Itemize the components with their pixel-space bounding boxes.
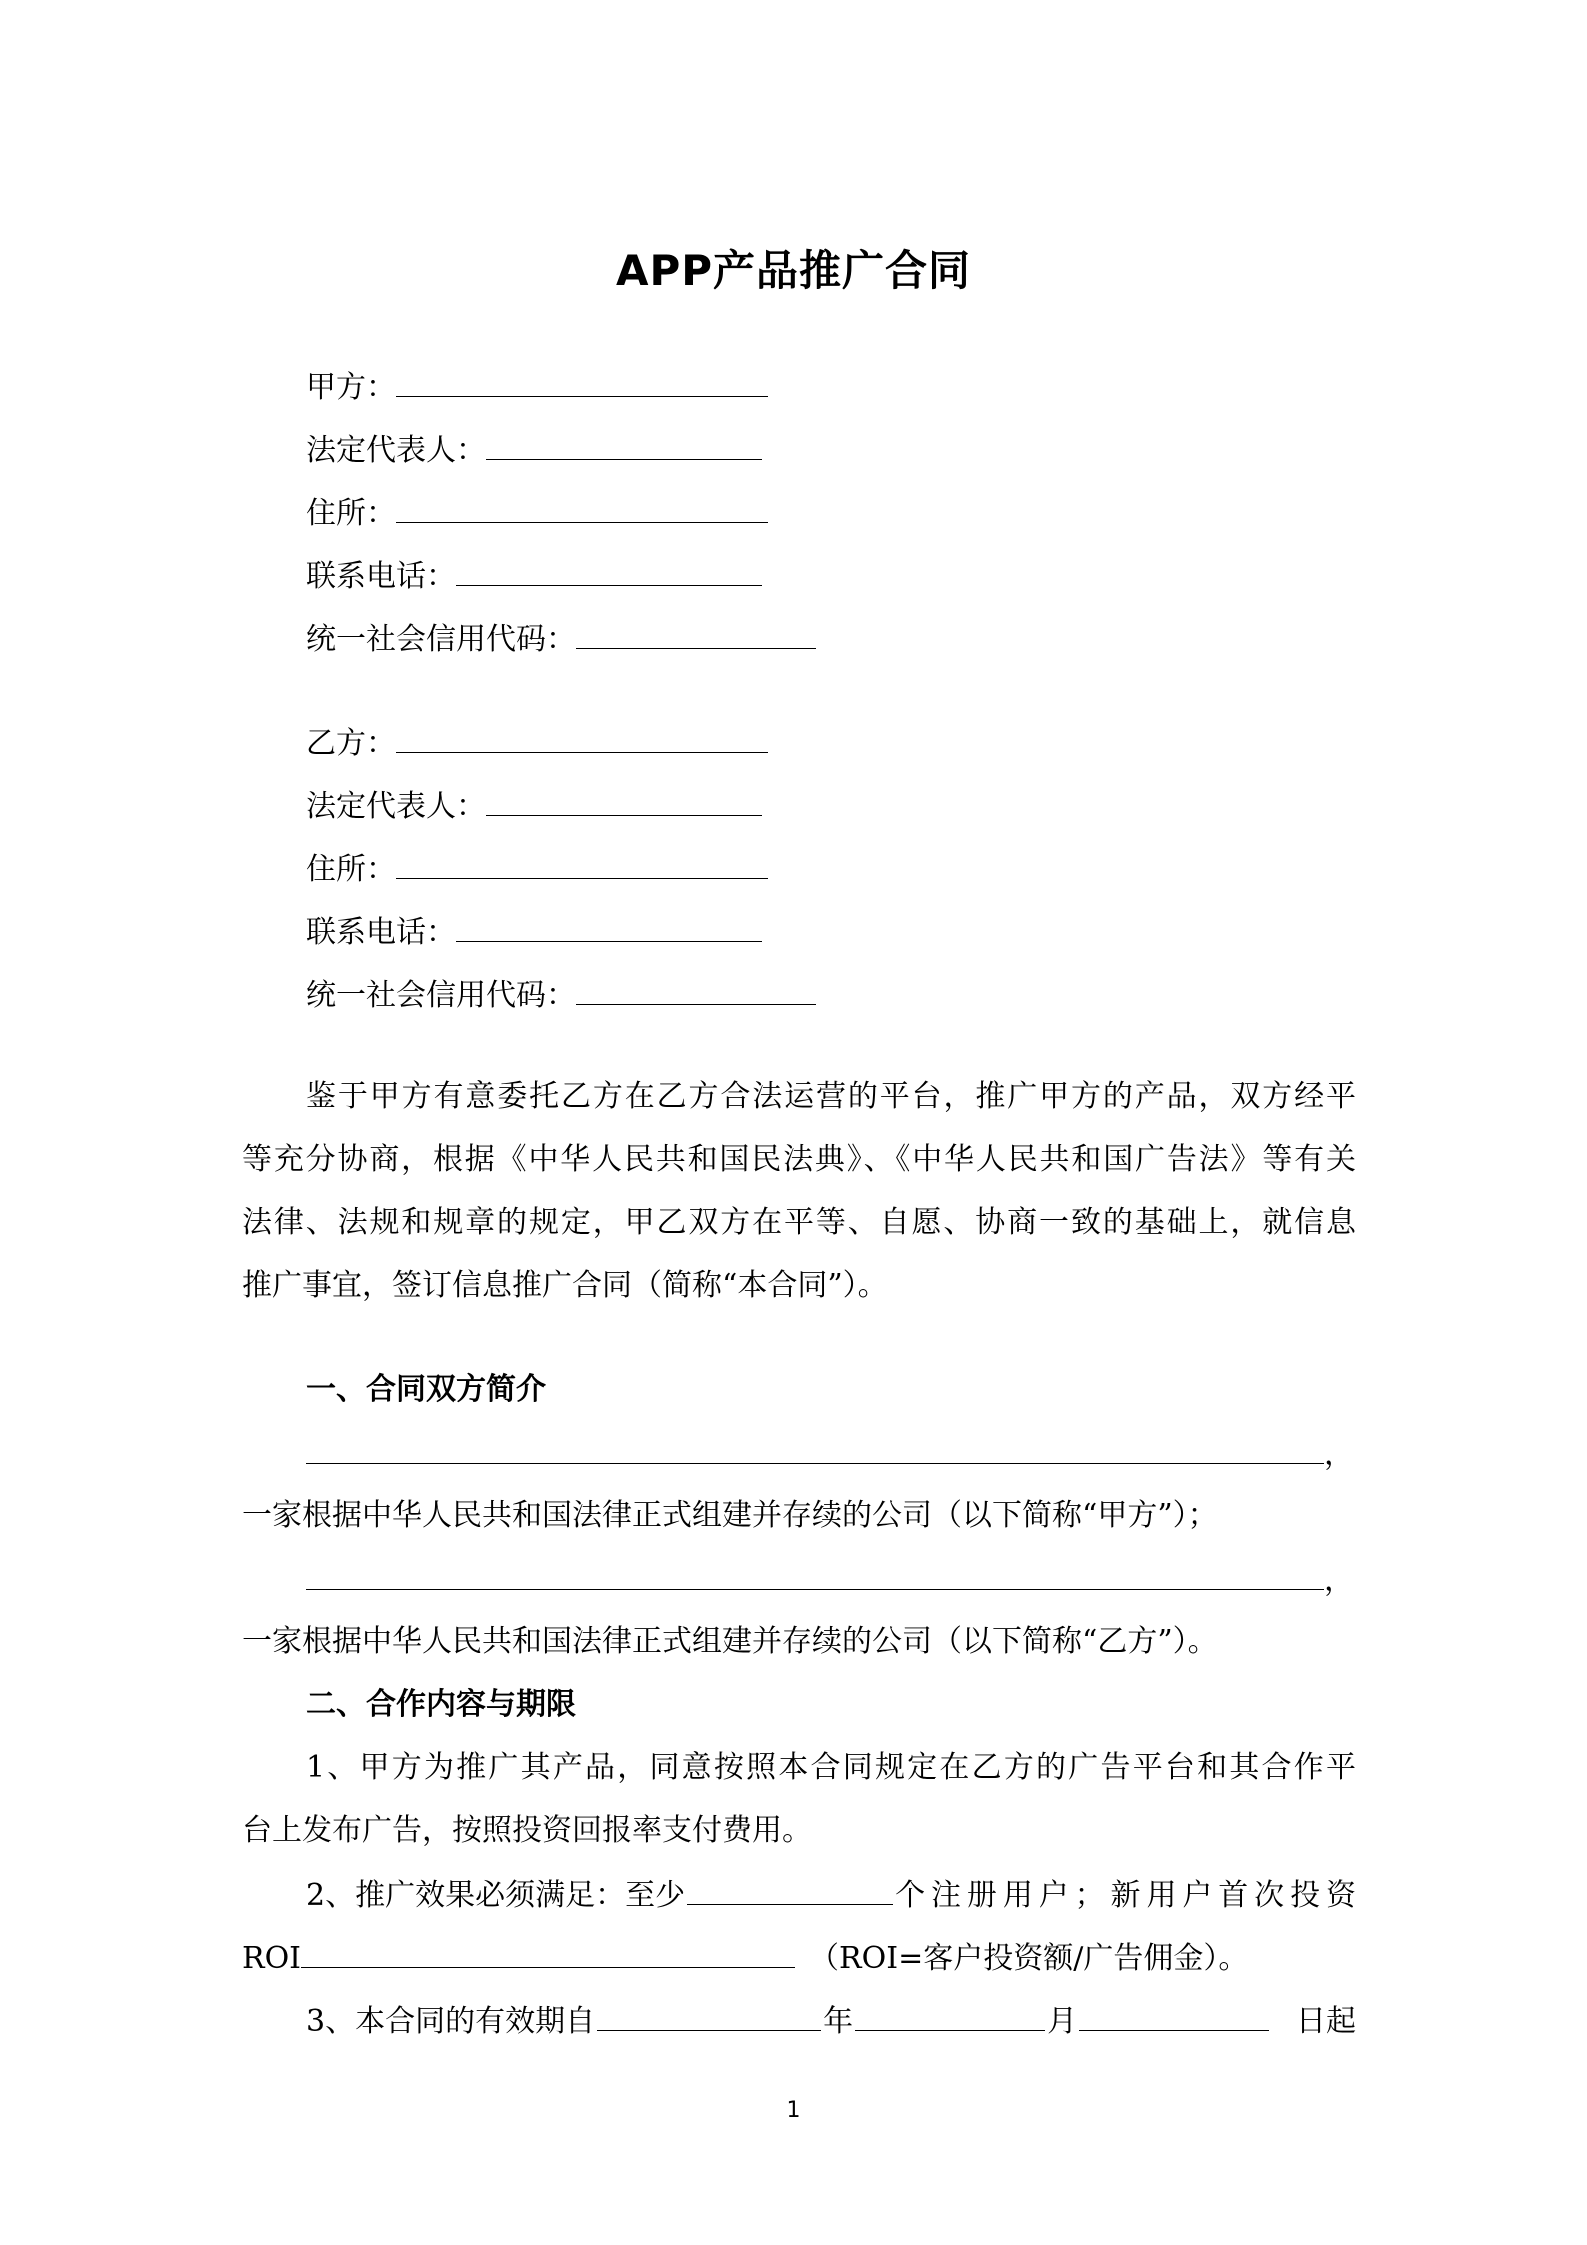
clause1-line: 1、甲方为推广其产品，同意按照本合同规定在乙方的广告平台和其合作平: [306, 1750, 1356, 1785]
start-month-field[interactable]: [855, 2000, 1045, 2031]
party-b-phone-row: [306, 911, 762, 953]
party-a-company-row: [306, 1433, 1354, 1475]
party-b-address-field[interactable]: [396, 848, 768, 879]
party-b-phone-field[interactable]: [456, 911, 762, 942]
start-day-field[interactable]: [1079, 2000, 1269, 2031]
party-b-credit-code-row: [306, 974, 816, 1016]
year-label: 年: [823, 2004, 854, 2039]
party-a-name-label: 甲方：: [306, 370, 396, 405]
party-b-rep-field[interactable]: [486, 785, 762, 816]
clause2-row: [306, 1874, 1356, 1916]
preamble-line: 法律、法规和规章的规定，甲乙双方在平等、自愿、协商一致的基础上，就信息: [242, 1205, 1356, 1240]
document-title: APP产品推广合同: [615, 246, 972, 295]
party-b-name-row: [306, 722, 768, 764]
party-a-phone-row: [306, 555, 762, 597]
party-a-company-field[interactable]: [306, 1433, 1324, 1464]
min-registered-users-field[interactable]: [687, 1874, 893, 1905]
party-a-name-field[interactable]: [396, 366, 768, 397]
party-a-credit-code-row: [306, 618, 816, 660]
party-a-credit-code-field[interactable]: [576, 618, 816, 649]
party-b-name-field[interactable]: [396, 722, 768, 753]
comma: ，: [1324, 1563, 1354, 1598]
preamble-line: 推广事宜，签订信息推广合同（简称“本合同”）。: [242, 1268, 888, 1303]
clause3-row: [306, 2000, 1356, 2042]
roi-label: ROI: [242, 1941, 302, 1976]
party-b-rep-label: 法定代表人：: [306, 789, 486, 824]
party-b-phone-label: 联系电话：: [306, 915, 456, 950]
party-b-credit-code-label: 统一社会信用代码：: [306, 978, 576, 1013]
start-year-field[interactable]: [597, 2000, 821, 2031]
party-b-rep-row: [306, 785, 762, 827]
party-a-rep-label: 法定代表人：: [306, 433, 486, 468]
preamble-line: 等充分协商，根据《中华人民共和国民法典》、《中华人民共和国广告法》等有关: [242, 1142, 1356, 1177]
clause2-text: 2、推广效果必须满足：至少: [306, 1878, 686, 1913]
clause2-text: 个注册用户；新用户首次投资: [895, 1878, 1356, 1913]
party-a-address-row: [306, 492, 768, 534]
roi-formula: （ROI=客户投资额/广告佣金）。: [809, 1941, 1249, 1976]
month-label: 月: [1047, 2004, 1078, 2039]
clause3-text: 3、本合同的有效期自: [306, 2004, 596, 2039]
party-a-company-desc: 一家根据中华人民共和国法律正式组建并存续的公司（以下简称“甲方”）；: [242, 1498, 1218, 1533]
party-a-phone-field[interactable]: [456, 555, 762, 586]
party-a-rep-row: [306, 429, 762, 471]
party-b-address-label: 住所：: [306, 852, 396, 887]
preamble-line: 鉴于甲方有意委托乙方在乙方合法运营的平台，推广甲方的产品，双方经平: [306, 1079, 1356, 1114]
section1-heading: 一、合同双方简介: [306, 1372, 546, 1407]
clause1-line: 台上发布广告，按照投资回报率支付费用。: [242, 1813, 812, 1848]
clause2-roi-row: [242, 1937, 1248, 1979]
party-a-address-field[interactable]: [396, 492, 768, 523]
party-b-company-field[interactable]: [306, 1559, 1324, 1590]
party-a-phone-label: 联系电话：: [306, 559, 456, 594]
party-a-name-row: [306, 366, 768, 408]
roi-field[interactable]: [301, 1937, 795, 1968]
comma: ，: [1324, 1437, 1354, 1472]
party-b-address-row: [306, 848, 768, 890]
party-b-credit-code-field[interactable]: [576, 974, 816, 1005]
section2-heading: 二、合作内容与期限: [306, 1687, 576, 1722]
party-b-company-desc: 一家根据中华人民共和国法律正式组建并存续的公司（以下简称“乙方”）。: [242, 1624, 1218, 1659]
page-number: 1: [786, 2098, 801, 2123]
party-a-credit-code-label: 统一社会信用代码：: [306, 622, 576, 657]
party-b-company-row: [306, 1559, 1354, 1601]
party-b-name-label: 乙方：: [306, 726, 396, 761]
day-label: 日起: [1296, 2004, 1356, 2039]
party-a-rep-field[interactable]: [486, 429, 762, 460]
party-a-address-label: 住所：: [306, 496, 396, 531]
